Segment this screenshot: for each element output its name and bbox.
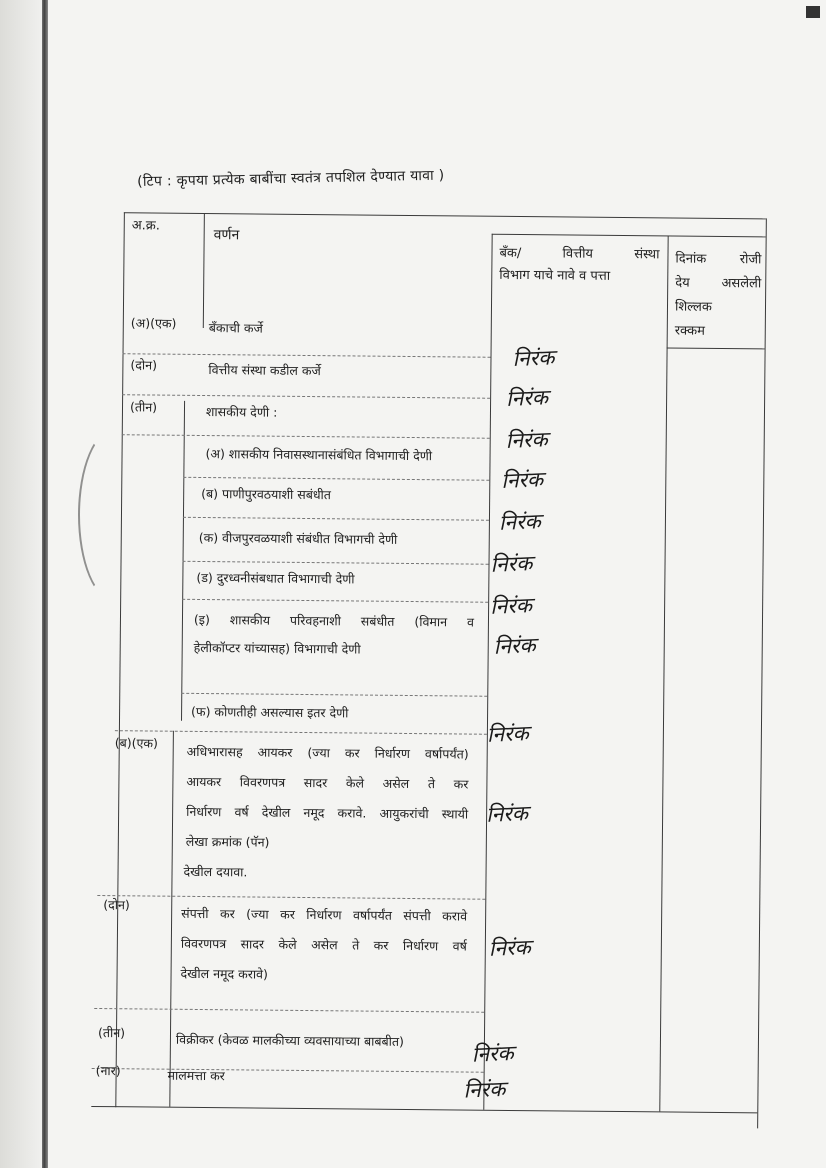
row-description: (ड) दुरध्वनीसंबधात विभागाची देणी [196, 569, 355, 587]
handwritten-entry: निरंक [512, 345, 555, 372]
header-description: वर्णन [213, 227, 240, 244]
handwritten-entry: निरंक [471, 1040, 515, 1067]
binding-edge [42, 0, 48, 1168]
header-serial: अ.क्र. [131, 218, 161, 234]
row-description: संपत्ती कर (ज्या कर निर्धारण वर्षापर्यंत संपत्ती करावे [181, 905, 468, 924]
header-line-balance [667, 347, 765, 349]
handwritten-entry: निरंक [505, 385, 549, 411]
row-serial: (तीन) [129, 399, 158, 415]
handwritten-entry: निरंक [489, 593, 533, 619]
handwritten-entry: निरंक [505, 427, 549, 453]
header-balance-line1: दिनांक रोजी [675, 251, 762, 268]
row-description: आयकर विवरणपत्र सादर केले असेल ते कर [186, 773, 469, 792]
table-border-right [757, 218, 767, 1128]
header-balance-line2: देय असलेली [675, 275, 762, 292]
row-description: लेखा क्रमांक (पॅन) [185, 833, 270, 850]
row-serial: (दोन) [103, 897, 130, 913]
header-bank-line2: विभाग याचे नावे व पत्ता [499, 267, 611, 284]
binding-shadow [0, 0, 42, 1168]
row-description: वित्तीय संस्था कडील कर्जे [208, 362, 321, 379]
handwritten-entry: निरंक [500, 467, 544, 493]
header-balance-line3: शिल्लक [674, 299, 712, 315]
handwritten-entry: निरंक [490, 551, 533, 577]
row-description: (इ) शासकीय परिवहनाशी सबंधीत (विमान व [193, 611, 475, 630]
header-line-top [492, 234, 766, 238]
row-description: (ब) पाणीपुरवठयाशी सबंधीत [201, 485, 332, 503]
instruction-note: (टिप : कृपया प्रत्येक बाबींचा स्वतंत्र तपशिल देण्यात यावा ) [137, 167, 445, 190]
corner-mark [806, 6, 820, 18]
row-serial: (अ)(एक) [130, 315, 177, 331]
row-serial: (नार) [95, 1062, 121, 1079]
row-description: विवरणपत्र सादर केले असेल ते कर निर्धारण वर्ष [180, 935, 467, 954]
row-serial: (दोन) [130, 357, 158, 373]
row-description: बँकाची कर्जे [208, 320, 263, 336]
row-serial: (तीन) [97, 1025, 126, 1041]
col-sep-serial [203, 213, 205, 328]
row-description: अधिभारासह आयकर (ज्या कर निर्धारण वर्षापर्यंत) [186, 743, 469, 762]
col-sep-institution [659, 235, 668, 1111]
row-description: निर्धारण वर्ष देखील नमूद करावे. आयुकरांची स्थायी [186, 803, 469, 822]
row-description: देखील दयावा. [183, 863, 248, 880]
row-serial: (ब)(एक) [114, 735, 159, 751]
table-border-top [124, 212, 766, 219]
row-description: मालमत्ता कर [167, 1067, 225, 1084]
row-description: शासकीय देणी : [205, 404, 278, 420]
row-description: हेलीकॉप्टर यांच्यासह) विभागाची देणी [193, 639, 361, 657]
col-sep-description [483, 234, 492, 1110]
liabilities-table [91, 200, 780, 1136]
row-description: (अ) शासकीय निवासस्थानासंबंधित विभागाची देणी [205, 446, 433, 464]
header-balance-line4: रक्कम [674, 323, 706, 339]
row-description: (क) वीजपुरवळयाशी संबंधीत विभागची देणी [198, 529, 398, 547]
handwritten-entry: निरंक [462, 1076, 506, 1103]
row-description: (फ) कोणतीही असल्यास इतर देणी [191, 703, 349, 721]
table-border-bottom [91, 1106, 757, 1113]
handwritten-entry: निरंक [486, 721, 530, 747]
handwritten-entry: निरंक [485, 801, 529, 827]
table-border-left [115, 212, 125, 1107]
handwritten-entry: निरंक [493, 633, 537, 659]
handwritten-entry: निरंक [488, 935, 532, 961]
row-description: विक्रीकर (केवळ मालकीच्या व्यवसायाच्या बाबबीत) [175, 1031, 405, 1049]
row-description: देखील नमूद करावे) [180, 965, 269, 982]
handwritten-entry: निरंक [498, 509, 542, 535]
col-sep-lower [169, 731, 174, 1107]
header-bank-line1: बँक/ वित्तीय संस्था [499, 245, 660, 263]
